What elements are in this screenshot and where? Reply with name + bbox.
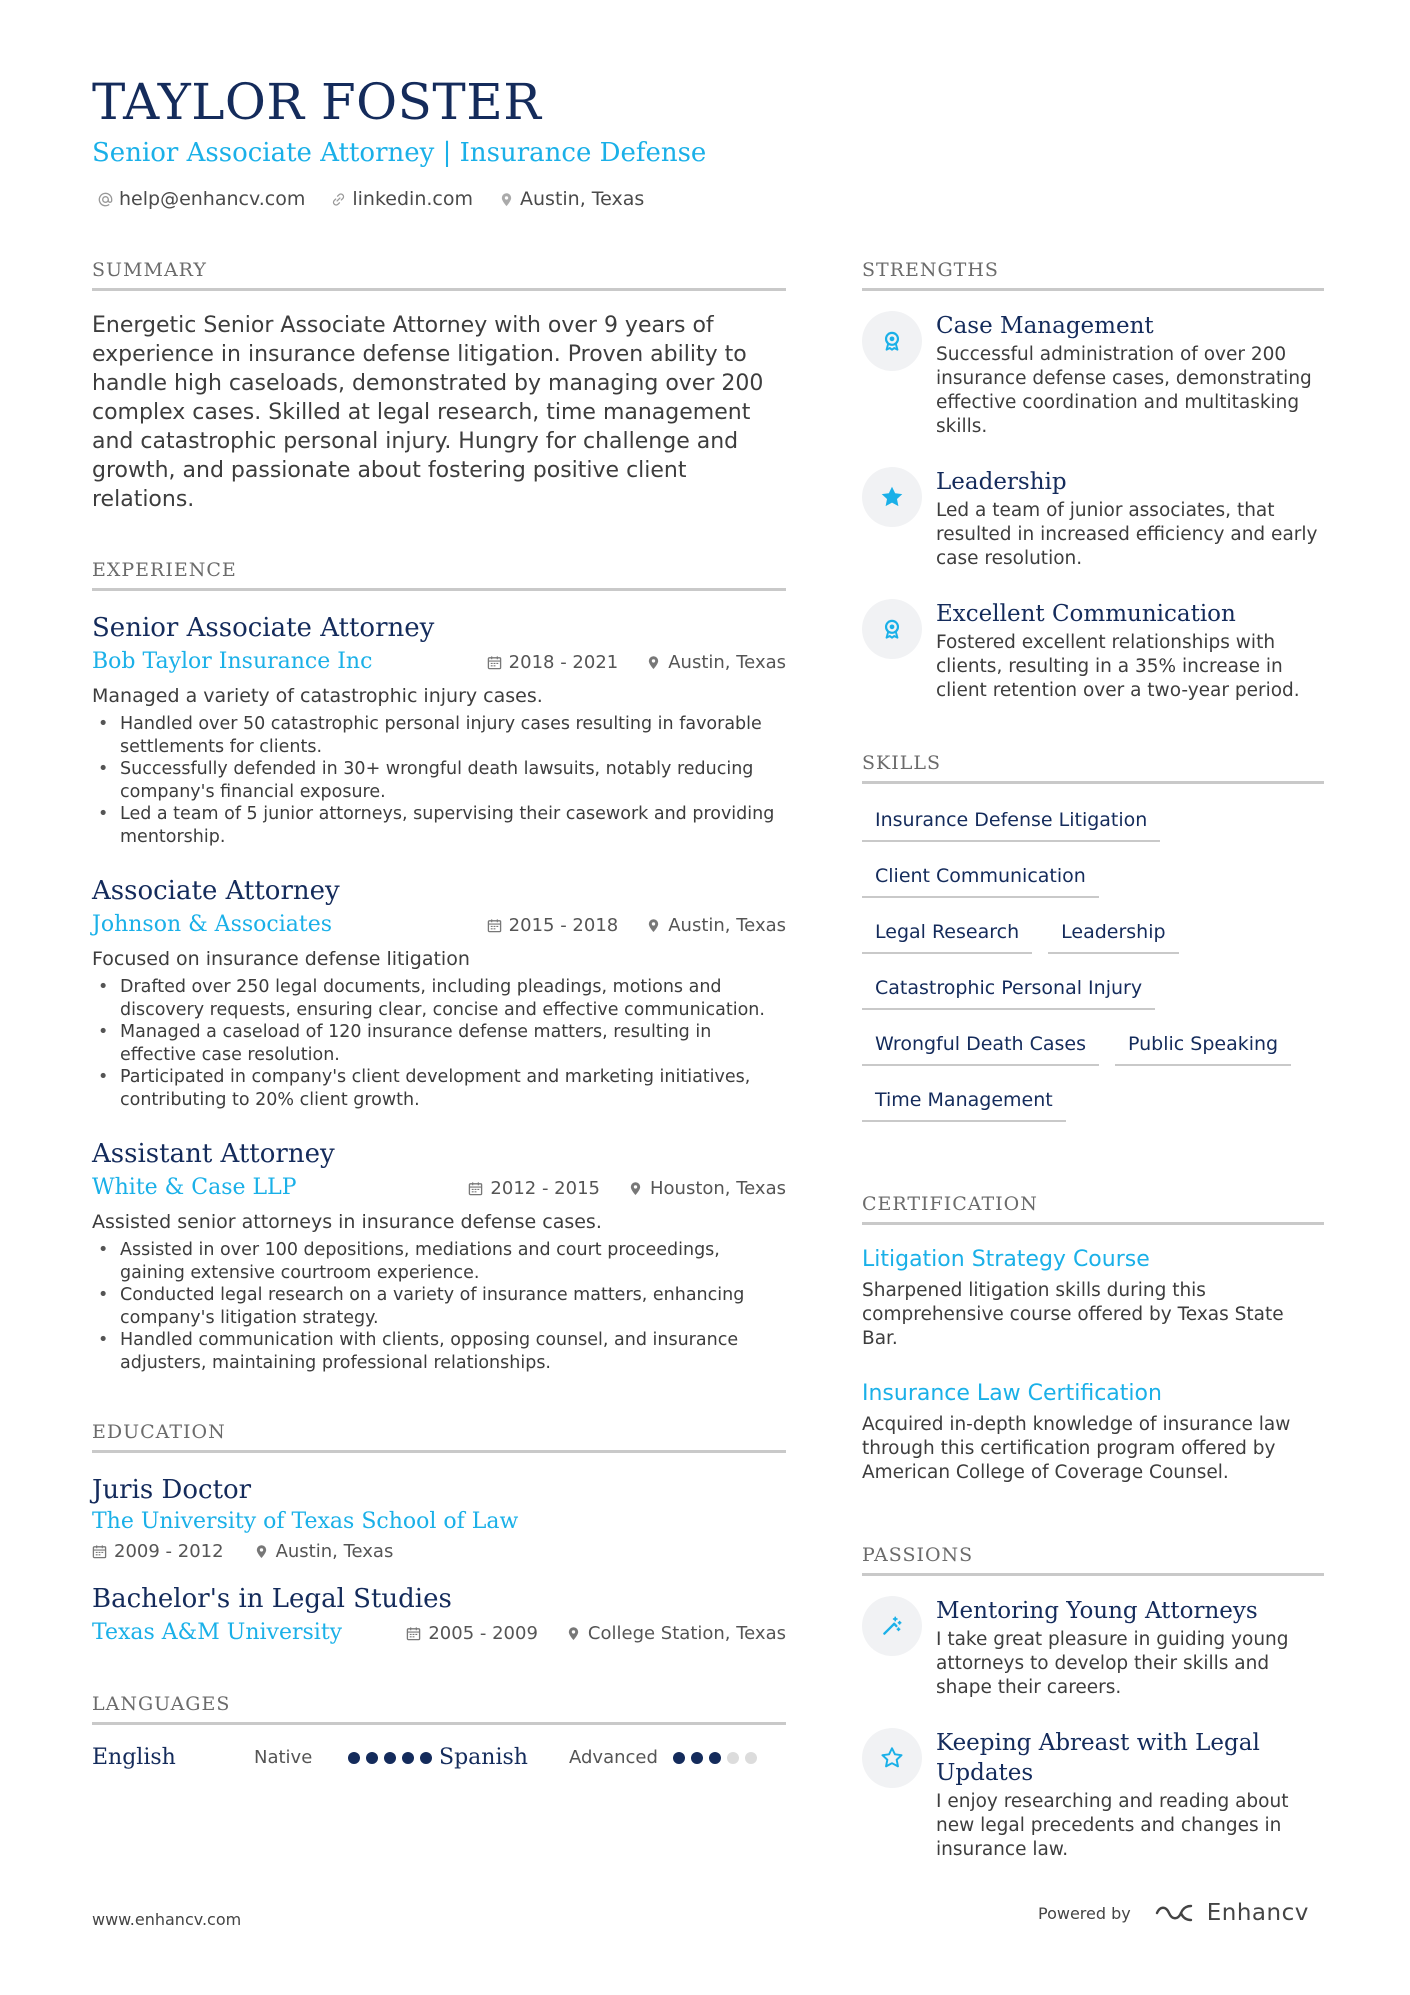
experience-heading: EXPERIENCE xyxy=(92,558,786,591)
summary-heading: SUMMARY xyxy=(92,258,786,291)
company-name: White & Case LLP xyxy=(92,1175,297,1200)
school-name: The University of Texas School of Law xyxy=(92,1509,519,1534)
passion-description: I take great pleasure in guiding young attorneys to develop their skills and shape their careers. xyxy=(936,1629,1289,1698)
skill-list xyxy=(862,804,1324,1122)
job-entry xyxy=(92,1137,786,1374)
contact-list xyxy=(98,188,644,210)
strength-description: Led a team of junior associates, that resulted in increased efficiency and early case resolution. xyxy=(936,500,1318,569)
certification-description: Acquired in-depth knowledge of insurance law through this certification program offered by American College of Coverage Counsel. xyxy=(862,1414,1291,1483)
passion-item xyxy=(862,1596,1324,1700)
list-item: • Handled communication with clients, opposing counsel, and insurance adjusters, maintaining professional relationships. xyxy=(92,1329,786,1374)
education-location: Austin, Texas xyxy=(275,1541,394,1562)
language-level: Native xyxy=(254,1747,313,1768)
calendar-icon xyxy=(406,1626,421,1641)
language-item xyxy=(92,1745,439,1770)
rating-dot-filled xyxy=(348,1752,360,1764)
passions-heading: PASSIONS xyxy=(862,1543,1324,1576)
strength-title: Case Management xyxy=(936,313,1154,339)
job-title: Assistant Attorney xyxy=(92,1139,335,1169)
job-entry xyxy=(92,611,786,848)
skill-tag: Client Communication xyxy=(862,860,1099,898)
education-dates: 2005 - 2009 xyxy=(428,1622,538,1644)
school-name: Texas A&M University xyxy=(92,1620,343,1645)
job-location: Austin, Texas xyxy=(668,914,786,936)
language-rating xyxy=(348,1752,432,1764)
left-column xyxy=(92,258,786,1770)
job-description: Focused on insurance defense litigation xyxy=(92,948,470,970)
rating-dot-filled xyxy=(384,1752,396,1764)
strength-item xyxy=(862,467,1324,571)
list-item: • Managed a caseload of 120 insurance defense matters, resulting in effective case resolution. xyxy=(92,1021,786,1066)
strength-item xyxy=(862,599,1324,703)
list-item: • Participated in company's client development and marketing initiatives, contributing to 20% client growth. xyxy=(92,1066,786,1111)
passion-item xyxy=(862,1728,1324,1862)
rating-dot-filled xyxy=(366,1752,378,1764)
language-name: Spanish xyxy=(439,1745,528,1770)
job-bullets xyxy=(92,713,786,848)
summary-text: Energetic Senior Associate Attorney with over 9 years of experience in insurance defense litigation. Proven ability to handle high caseloads, demonstrated by managing over 200 complex cases. Skilled at legal research, time management and catastrophic personal injury. Hungry for challenge and growth, and passionate about fostering positive client relations. xyxy=(92,313,764,512)
certification-item xyxy=(862,1379,1324,1485)
job-location: Austin, Texas xyxy=(668,651,786,673)
right-column xyxy=(862,258,1324,1890)
certification-title: Insurance Law Certification xyxy=(862,1381,1162,1406)
job-title: Associate Attorney xyxy=(92,876,340,906)
language-list xyxy=(92,1745,786,1770)
star-icon xyxy=(879,484,905,510)
education-heading: EDUCATION xyxy=(92,1420,786,1453)
skill-tag: Legal Research xyxy=(862,916,1032,954)
job-description: Assisted senior attorneys in insurance defense cases. xyxy=(92,1211,602,1233)
contact-location xyxy=(499,188,644,210)
rating-dot-empty xyxy=(745,1752,757,1764)
calendar-icon xyxy=(92,1544,107,1559)
skills-heading: SKILLS xyxy=(862,751,1324,784)
job-description: Managed a variety of catastrophic injury cases. xyxy=(92,685,543,707)
job-dates: 2015 - 2018 xyxy=(508,914,619,936)
passion-title: Keeping Abreast with Legal Updates xyxy=(936,1730,1260,1786)
job-dates: 2018 - 2021 xyxy=(508,651,619,673)
language-level: Advanced xyxy=(569,1747,658,1768)
skill-tag: Insurance Defense Litigation xyxy=(862,804,1160,842)
enhancv-logo-icon xyxy=(1153,1901,1199,1925)
rating-dot-filled xyxy=(709,1752,721,1764)
location-icon xyxy=(566,1626,581,1641)
brand-name: Enhancv xyxy=(1206,1900,1309,1926)
contact-text: Austin, Texas xyxy=(520,188,645,210)
footer-branding xyxy=(1038,1900,1309,1926)
job-entry xyxy=(92,874,786,1111)
job-bullets xyxy=(92,976,786,1111)
language-rating xyxy=(673,1752,757,1764)
education-entry xyxy=(92,1473,786,1562)
location-icon xyxy=(499,192,514,207)
certification-item xyxy=(862,1245,1324,1351)
education-entry xyxy=(92,1582,786,1648)
list-item: • Led a team of 5 junior attorneys, supervising their casework and providing mentorship. xyxy=(92,803,786,848)
location-icon xyxy=(254,1544,269,1559)
rating-dot-filled xyxy=(420,1752,432,1764)
skill-tag: Wrongful Death Cases xyxy=(862,1028,1099,1066)
list-item: • Assisted in over 100 depositions, mediations and court proceedings, gaining extensive courtroom experience. xyxy=(92,1239,786,1284)
strengths-heading: STRENGTHS xyxy=(862,258,1324,291)
skill-tag: Time Management xyxy=(862,1084,1066,1122)
rating-dot-filled xyxy=(402,1752,414,1764)
language-name: English xyxy=(92,1745,176,1770)
certification-description: Sharpened litigation skills during this comprehensive course offered by Texas State Bar. xyxy=(862,1280,1284,1349)
candidate-name: TAYLOR FOSTER xyxy=(92,73,542,131)
company-name: Bob Taylor Insurance Inc xyxy=(92,649,373,674)
list-item: • Drafted over 250 legal documents, including pleadings, motions and discovery requests, ensuring clear, concise and effective communication. xyxy=(92,976,786,1021)
skill-tag: Catastrophic Personal Injury xyxy=(862,972,1155,1010)
language-item xyxy=(439,1745,786,1770)
passion-title: Mentoring Young Attorneys xyxy=(936,1598,1258,1624)
degree-title: Bachelor's in Legal Studies xyxy=(92,1584,452,1614)
calendar-icon xyxy=(468,1181,483,1196)
footer-website[interactable]: www.enhancv.com xyxy=(92,1910,242,1929)
company-name: Johnson & Associates xyxy=(92,912,333,937)
job-location: Houston, Texas xyxy=(649,1177,786,1199)
job-bullets xyxy=(92,1239,786,1374)
rating-dot-empty xyxy=(727,1752,739,1764)
education-location: College Station, Texas xyxy=(587,1622,786,1644)
degree-title: Juris Doctor xyxy=(92,1475,252,1505)
strength-item xyxy=(862,311,1324,439)
brand-logo[interactable] xyxy=(1153,1900,1309,1926)
list-item: • Handled over 50 catastrophic personal injury cases resulting in favorable settlements for clients. xyxy=(92,713,786,758)
job-dates: 2012 - 2015 xyxy=(490,1177,600,1199)
link-icon xyxy=(331,192,346,207)
candidate-title: Senior Associate Attorney | Insurance Defense xyxy=(92,138,707,168)
contact-linkedin[interactable] xyxy=(331,188,473,210)
skill-tag: Public Speaking xyxy=(1115,1028,1291,1066)
rating-dot-filled xyxy=(673,1752,685,1764)
skill-tag: Leadership xyxy=(1048,916,1178,954)
location-icon xyxy=(628,1181,643,1196)
award-icon xyxy=(879,616,905,642)
education-dates: 2009 - 2012 xyxy=(114,1541,224,1562)
strength-title: Leadership xyxy=(936,469,1067,495)
passion-description: I enjoy researching and reading about new legal precedents and changes in insurance law. xyxy=(936,1791,1289,1860)
contact-text: help@enhancv.com xyxy=(119,188,306,210)
rating-dot-filled xyxy=(691,1752,703,1764)
at-icon xyxy=(98,192,113,207)
calendar-icon xyxy=(487,655,502,670)
contact-email[interactable] xyxy=(98,188,305,210)
list-item: • Conducted legal research on a variety of insurance matters, enhancing company's litigation strategy. xyxy=(92,1284,786,1329)
strength-description: Successful administration of over 200 insurance defense cases, demonstrating effective coordination and multitasking skills. xyxy=(936,344,1312,437)
certification-title: Litigation Strategy Course xyxy=(862,1247,1150,1272)
calendar-icon xyxy=(487,918,502,933)
certification-heading: CERTIFICATION xyxy=(862,1192,1324,1225)
award-icon xyxy=(879,328,905,354)
list-item: • Successfully defended in 30+ wrongful death lawsuits, notably reducing company's financial exposure. xyxy=(92,758,786,803)
powered-by-label: Powered by xyxy=(1038,1903,1131,1923)
location-icon xyxy=(646,918,661,933)
languages-heading: LANGUAGES xyxy=(92,1692,786,1725)
contact-text: linkedin.com xyxy=(352,188,473,210)
wand-icon xyxy=(879,1613,905,1639)
star-outline-icon xyxy=(879,1745,905,1771)
strength-title: Excellent Communication xyxy=(936,601,1236,627)
job-title: Senior Associate Attorney xyxy=(92,613,435,643)
location-icon xyxy=(646,655,661,670)
strength-description: Fostered excellent relationships with clients, resulting in a 35% increase in client retention over a two-year period. xyxy=(936,632,1300,701)
